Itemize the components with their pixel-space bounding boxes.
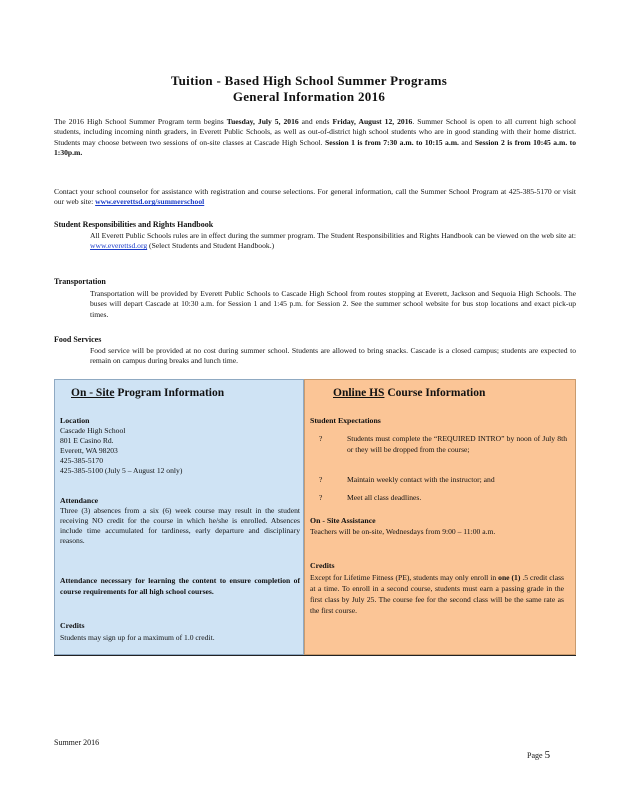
summer-school-link[interactable]: www.everettsd.org/summerschool bbox=[95, 197, 205, 207]
responsibilities-heading: Student Responsibilities and Rights Handbook bbox=[54, 220, 214, 229]
transportation-paragraph: Transportation will be provided by Everett Public Schools to Cascade High School from routes stopping at Everett, Jackson and Sequoia High Schools. The buses will depart Cascade at 10:30 a.m. for Session 1 and 1:45 p.m. for Session 2. See the summer school website for bus stop locations and exact pick-up times. bbox=[90, 289, 576, 319]
intro-text-body: . Summer School is open to all current high school students, including incoming ninth graders, in Everett Public Schools, as well as out-of-district high school students who are in good standing with their home district. Students may choose between two sessions of on-site classes at Cascade High School. bbox=[54, 117, 576, 147]
footer-term: Summer 2016 bbox=[54, 738, 100, 747]
bullet-icon: ? bbox=[319, 434, 323, 443]
contact-text: Contact your school counselor for assistance with registration and course selections. For general information, call the Summer School Program at 425-385-5170 or visit our web site: bbox=[54, 187, 576, 207]
expectation-item bbox=[319, 434, 567, 468]
assistance-text: Teachers will be on-site, Wednesdays from 9:00 – 11:00 a.m. bbox=[310, 527, 496, 536]
city-state-zip: Everett, WA 98203 bbox=[60, 446, 118, 455]
onsite-title-rest: Program Information bbox=[114, 387, 225, 399]
online-credits-heading: Credits bbox=[310, 561, 335, 570]
responsibilities-text-end: (Select Students and Student Handbook.) bbox=[147, 241, 275, 251]
page-title: Tuition - Based High School Summer Programs bbox=[170, 73, 448, 88]
onsite-credits-text: Students may sign up for a maximum of 1.0 credit. bbox=[60, 633, 215, 642]
onsite-box-title bbox=[71, 387, 224, 399]
online-box-title bbox=[333, 387, 485, 399]
session-1-time: Session 1 is from 7:30 a.m. to 10:15 a.m. bbox=[325, 137, 459, 147]
handbook-link[interactable]: www.everettsd.org bbox=[90, 241, 148, 251]
page-number bbox=[527, 749, 550, 761]
end-date: Friday, August 12, 2016 bbox=[332, 117, 413, 126]
expectation-item bbox=[319, 493, 567, 505]
transportation-heading: Transportation bbox=[54, 277, 106, 286]
bullet-icon: ? bbox=[319, 493, 323, 502]
responsibilities-paragraph bbox=[90, 231, 576, 252]
onsite-program-box bbox=[54, 379, 304, 655]
expectation-item bbox=[319, 475, 567, 487]
online-credits-text bbox=[310, 572, 564, 616]
onsite-title-underlined: On - Site bbox=[71, 387, 115, 399]
expectation-text: Maintain weekly contact with the instructor; and bbox=[347, 475, 495, 484]
attendance-policy: Three (3) absences from a six (6) week course may result in the student receiving NO credit for the course in which he/she is enrolled. Absences include time accumulated for tardiness, early departure and disciplinary reasons. bbox=[60, 506, 300, 545]
onsite-credits-heading: Credits bbox=[60, 621, 85, 630]
food-paragraph: Food service will be provided at no cost during summer school. Students are allowed to bring snacks. Cascade is a closed campus; students are expected to remain on campus during breaks and lunch time. bbox=[90, 346, 576, 366]
attendance-note: Attendance necessary for learning the content to ensure completion of course requirements for all high school courses. bbox=[60, 576, 300, 596]
intro-paragraph bbox=[54, 117, 576, 159]
intro-and: and bbox=[458, 137, 475, 147]
online-course-box bbox=[304, 379, 576, 655]
location-address bbox=[60, 426, 300, 476]
summer-phone-number: 425-385-5100 (July 5 – August 12 only) bbox=[60, 466, 183, 475]
street-address: 801 E Casino Rd. bbox=[60, 436, 114, 445]
expectation-text: Meet all class deadlines. bbox=[347, 493, 422, 502]
responsibilities-text: All Everett Public Schools rules are in effect during the summer program. The Student Responsibilities and Rights Handbook can be viewed on the web site at: bbox=[90, 231, 576, 240]
intro-text-mid: and ends bbox=[298, 117, 333, 126]
start-date: Tuesday, July 5, 2016 bbox=[226, 117, 299, 126]
page-label: Page bbox=[527, 751, 543, 760]
bullet-icon: ? bbox=[319, 475, 323, 484]
session-2-time: Session 2 is from 10:45 a.m. to 1:30p.m. bbox=[54, 137, 577, 158]
credits-limit: one (1) bbox=[498, 573, 521, 582]
page-subtitle: General Information 2016 bbox=[232, 89, 386, 104]
page-number-value: 5 bbox=[544, 749, 551, 761]
phone-number: 425-385-5170 bbox=[60, 456, 104, 465]
credits-text-end: .5 credit class at a time. To enroll in a second course, students must earn a passing grade in the first class by July 25. The course fee for the second class will be the same rate as the first course. bbox=[310, 573, 564, 615]
online-title-rest: Course Information bbox=[384, 387, 486, 399]
assistance-heading: On - Site Assistance bbox=[310, 516, 376, 525]
expectations-heading: Student Expectations bbox=[310, 416, 381, 425]
credits-text-start: Except for Lifetime Fitness (PE), students may only enroll in bbox=[310, 573, 499, 582]
expectation-text: Students must complete the “REQUIRED INTRO” by noon of July 8th or they will be dropped from the course; bbox=[347, 434, 567, 454]
school-name: Cascade High School bbox=[60, 426, 126, 435]
program-info-boxes bbox=[54, 379, 576, 656]
location-heading: Location bbox=[60, 416, 90, 425]
contact-paragraph bbox=[54, 187, 576, 208]
online-title-underlined: Online HS bbox=[333, 387, 385, 399]
intro-text-start: The 2016 High School Summer Program term begins bbox=[54, 117, 227, 126]
food-heading: Food Services bbox=[54, 335, 102, 344]
attendance-heading: Attendance bbox=[60, 496, 99, 505]
